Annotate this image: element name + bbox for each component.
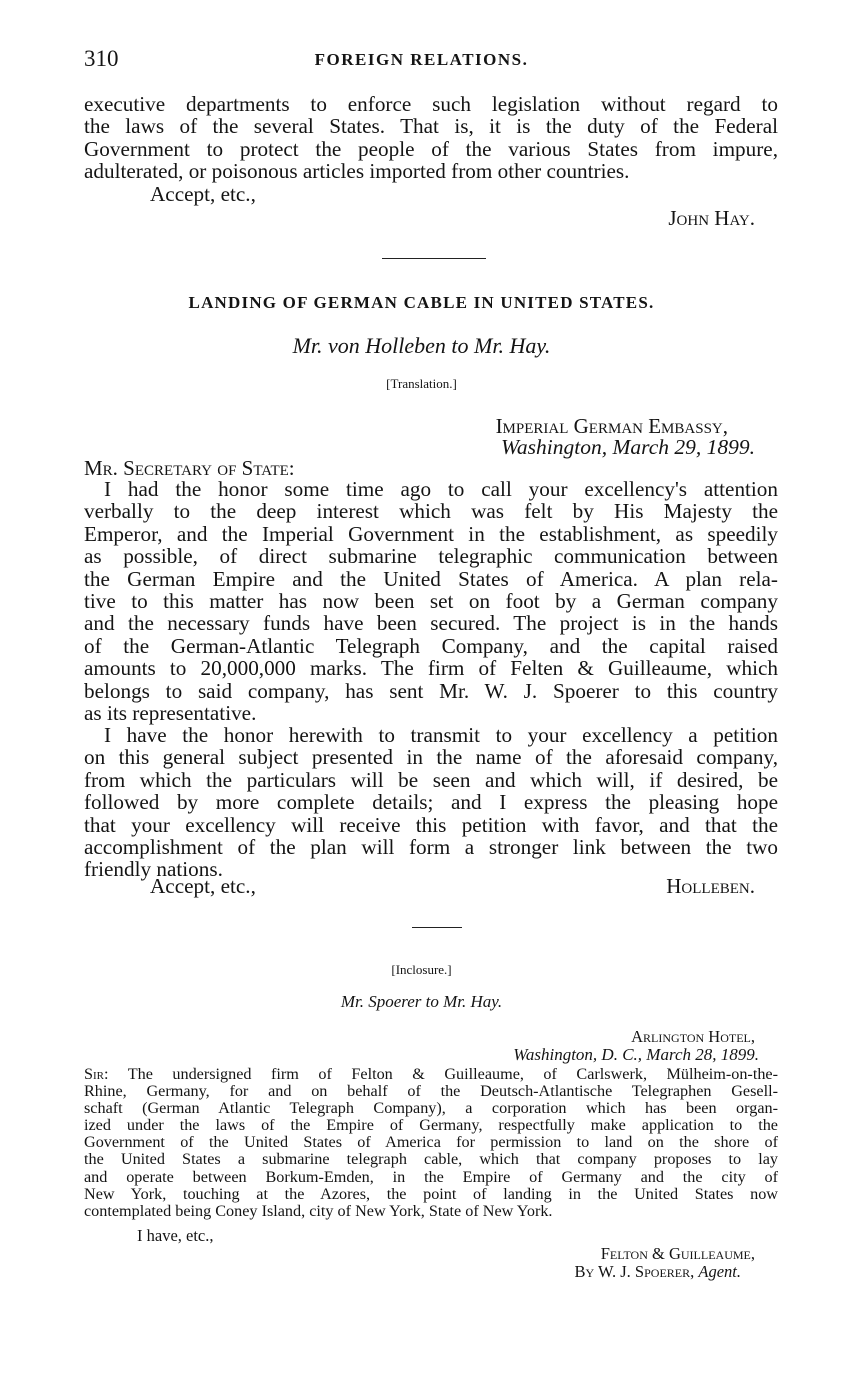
- letter-signature: Holleben.: [666, 874, 755, 898]
- text-line: Government of the United States of America for permission to land on the shore of: [84, 1133, 778, 1152]
- inclosure-signature-firm: Felton & Guilleaume,: [600, 1244, 755, 1263]
- text-line: I had the honor some time ago to call your excellency's attention: [104, 477, 778, 501]
- prior-signature: John Hay.: [668, 206, 755, 230]
- section-title: LANDING OF GERMAN CABLE IN UNITED STATES.: [188, 293, 655, 312]
- text-line: amounts to 20,000,000 marks. The firm of Felten & Guilleaume, which: [84, 656, 778, 681]
- inclosure-closing: I have, etc.,: [137, 1226, 214, 1245]
- text-line: Emperor, and the Imperial Government in the establishment, as speedily: [84, 521, 778, 546]
- letter-closing: Accept, etc.,: [150, 874, 256, 898]
- text-line: the German Empire and the United States of America. A plan rela-: [84, 566, 778, 591]
- text-line: Government to protect the people of the various States from impure,: [84, 136, 778, 161]
- text-line: contemplated being Coney Island, city of New York, State of New York.: [84, 1201, 553, 1220]
- text-line: the United States a submarine telegraph cable, which that company proposes to lay: [84, 1150, 778, 1169]
- inclosure-label: [Inclosure.]: [391, 962, 452, 977]
- letter-paragraph-1: [84, 478, 778, 724]
- page-number: 310: [84, 46, 119, 71]
- inclosure-body: [84, 1066, 778, 1220]
- prior-letter-text: [84, 93, 778, 183]
- text-line: I have the honor herewith to transmit to your excellency a petition: [104, 723, 778, 747]
- text-line: tive to this matter has now been set on foot by a German company: [84, 589, 778, 614]
- text-line: followed by more complete details; and I express the pleasing hope: [84, 790, 778, 815]
- letter-heading: Mr. von Holleben to Mr. Hay.: [292, 333, 551, 358]
- inclosure-date-line: Washington, D. C., March 28, 1899.: [513, 1045, 759, 1064]
- text-line: ized under the laws of the Empire of Germany, respectfully make application to the: [84, 1116, 778, 1135]
- text-line: adulterated, or poisonous articles imported from other countries.: [84, 159, 630, 184]
- text-line: [84, 1066, 778, 1083]
- inclosure-salutation: Sir:: [84, 1065, 109, 1083]
- text-span: The undersigned firm of Felton & Guilleaume, of Carlswerk, Mülheim-on-the-: [127, 1065, 778, 1083]
- text-line: as possible, of direct submarine telegraphic communication between: [84, 544, 778, 569]
- text-line: friendly nations.: [84, 857, 223, 882]
- section-divider: [382, 258, 486, 259]
- text-line: and the necessary funds have been secured. The project is in the hands: [84, 611, 778, 636]
- salutation: Mr. Secretary of State:: [84, 456, 295, 480]
- text-line: that your excellency will receive this petition with favor, and that the: [84, 812, 778, 837]
- signature-by-name: By W. J. Spoerer,: [574, 1262, 695, 1281]
- text-line: belongs to said company, has sent Mr. W. J. Spoerer to this country: [84, 678, 778, 703]
- translation-note: [Translation.]: [386, 376, 457, 391]
- text-line: Rhine, Germany, for and on behalf of the Deutsch-Atlantische Telegraphen Gesell-: [84, 1082, 778, 1101]
- text-line: on this general subject presented in the name of the aforesaid company,: [84, 745, 778, 770]
- text-line: verbally to the deep interest which was felt by His Majesty the: [84, 499, 778, 524]
- text-line: schaft (German Atlantic Telegraph Company), a corporation which has been organ-: [84, 1099, 778, 1118]
- inclosure-signature-by: [574, 1262, 741, 1282]
- letter-paragraph-2: [84, 724, 778, 881]
- text-line: executive departments to enforce such legislation without regard to: [84, 92, 778, 116]
- date-line: Washington, March 29, 1899.: [500, 435, 755, 459]
- inclosure-sender-place: Arlington Hotel,: [631, 1027, 755, 1046]
- sender-place: Imperial German Embassy,: [495, 414, 728, 438]
- prior-closing: Accept, etc.,: [150, 182, 256, 206]
- signature-role: Agent.: [698, 1262, 741, 1281]
- text-line: from which the particulars will be seen and which will, if desired, be: [84, 767, 778, 792]
- inclosure-divider: [412, 927, 462, 928]
- text-line: and operate between Borkum-Emden, in the Empire of Germany and the city of: [84, 1167, 778, 1186]
- text-line: the laws of the several States. That is, it is the duty of the Federal: [84, 114, 778, 139]
- text-line: of the German-Atlantic Telegraph Company, and the capital raised: [84, 633, 778, 658]
- running-title: FOREIGN RELATIONS.: [314, 50, 529, 69]
- text-line: New York, touching at the Azores, the point of landing in the United States now: [84, 1184, 778, 1203]
- text-line: accomplishment of the plan will form a stronger link between the two: [84, 835, 778, 860]
- text-line: as its representative.: [84, 701, 257, 726]
- inclosure-heading: Mr. Spoerer to Mr. Hay.: [340, 992, 503, 1011]
